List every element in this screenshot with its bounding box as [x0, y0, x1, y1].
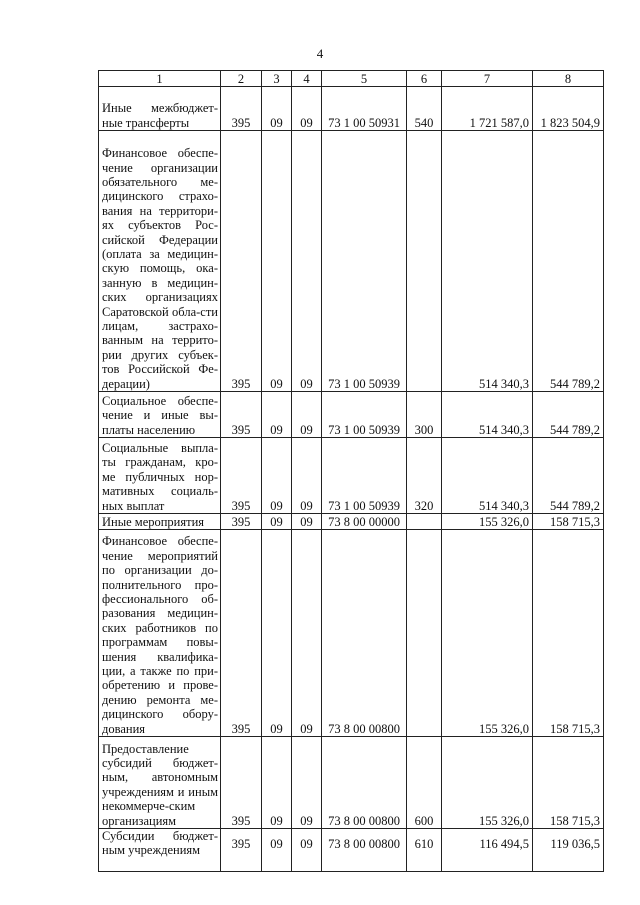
- amount-1: 155 326,0: [442, 737, 533, 829]
- code-rz: 09: [262, 829, 292, 872]
- code-gr: 395: [221, 87, 262, 131]
- code-vr: [407, 514, 442, 530]
- table-row: [99, 438, 604, 514]
- code-csr: 73 1 00 50939: [322, 392, 407, 438]
- amount-1: 116 494,5: [442, 829, 533, 872]
- code-rz: 09: [262, 131, 292, 392]
- table-row: [99, 131, 604, 392]
- code-gr: 395: [221, 829, 262, 872]
- amount-2: 158 715,3: [533, 530, 604, 737]
- header-cell: 8: [533, 71, 604, 87]
- item-name: Иные мероприятия: [99, 514, 221, 530]
- code-csr: 73 8 00 00800: [322, 829, 407, 872]
- page-number: 4: [316, 46, 324, 61]
- code-csr: 73 1 00 50939: [322, 131, 407, 392]
- amount-2: 158 715,3: [533, 737, 604, 829]
- code-rz: 09: [262, 87, 292, 131]
- amount-1: 155 326,0: [442, 514, 533, 530]
- code-gr: 395: [221, 438, 262, 514]
- table-row: [99, 737, 604, 829]
- budget-table: [98, 70, 604, 872]
- header-cell: 5: [322, 71, 407, 87]
- code-pr: 09: [292, 131, 322, 392]
- code-vr: 600: [407, 737, 442, 829]
- table-row: [99, 829, 604, 872]
- amount-1: 155 326,0: [442, 530, 533, 737]
- code-vr: 540: [407, 87, 442, 131]
- item-name: Социальное обеспе-чение и иные вы-платы населению: [99, 392, 221, 438]
- amount-1: 514 340,3: [442, 438, 533, 514]
- code-gr: 395: [221, 514, 262, 530]
- code-gr: 395: [221, 530, 262, 737]
- code-csr: 73 8 00 00000: [322, 514, 407, 530]
- header-cell: 1: [99, 71, 221, 87]
- code-rz: 09: [262, 392, 292, 438]
- amount-1: 514 340,3: [442, 392, 533, 438]
- code-vr: 320: [407, 438, 442, 514]
- amount-2: 544 789,2: [533, 438, 604, 514]
- code-csr: 73 1 00 50939: [322, 438, 407, 514]
- code-gr: 395: [221, 131, 262, 392]
- code-pr: 09: [292, 530, 322, 737]
- table-row: [99, 392, 604, 438]
- item-name: Социальные выпла-ты гражданам, кро-ме публичных нор-мативных социаль-ных выплат: [99, 438, 221, 514]
- header-cell: 7: [442, 71, 533, 87]
- header-cell: 2: [221, 71, 262, 87]
- item-name: Предоставление субсидий бюджет-ным, автономным учреждениям и иным некоммерче-ским организациям: [99, 737, 221, 829]
- header-cell: 6: [407, 71, 442, 87]
- amount-1: 1 721 587,0: [442, 87, 533, 131]
- table-header-row: [99, 71, 604, 87]
- item-name: Финансовое обеспе-чение мероприятий по организации до-полнительного про-фессионального об-разования медицин-ских работников по программам повы-шения квалифика-ции, а также по при-обретению и прове-дению ремонта ме-дицинского обору-дования: [99, 530, 221, 737]
- header-cell: 4: [292, 71, 322, 87]
- amount-2: 1 823 504,9: [533, 87, 604, 131]
- code-pr: 09: [292, 514, 322, 530]
- code-pr: 09: [292, 829, 322, 872]
- amount-2: 158 715,3: [533, 514, 604, 530]
- amount-2: 544 789,2: [533, 392, 604, 438]
- code-vr: [407, 530, 442, 737]
- code-rz: 09: [262, 737, 292, 829]
- item-name: Финансовое обеспе-чение организации обязательного ме-дицинского страхо-вания на территори-ях субъектов Рос-сийской Федерации (оплата за медицин-скую помощь, ока-занную в медицин-ских организациях Саратовской обла-сти лицам, застрахо-ванным на террито-рии других субъек-тов Российской Фе-дерации): [99, 131, 221, 392]
- table-row: [99, 514, 604, 530]
- code-vr: 300: [407, 392, 442, 438]
- code-gr: 395: [221, 737, 262, 829]
- code-pr: 09: [292, 392, 322, 438]
- amount-2: 544 789,2: [533, 131, 604, 392]
- code-pr: 09: [292, 438, 322, 514]
- code-vr: 610: [407, 829, 442, 872]
- code-rz: 09: [262, 438, 292, 514]
- code-rz: 09: [262, 514, 292, 530]
- code-csr: 73 8 00 00800: [322, 530, 407, 737]
- code-rz: 09: [262, 530, 292, 737]
- table-row: [99, 530, 604, 737]
- item-name: Иные межбюджет-ные трансферты: [99, 87, 221, 131]
- amount-1: 514 340,3: [442, 131, 533, 392]
- item-name: Субсидии бюджет-ным учреждениям: [99, 829, 221, 872]
- code-csr: 73 1 00 50931: [322, 87, 407, 131]
- code-pr: 09: [292, 87, 322, 131]
- code-vr: [407, 131, 442, 392]
- amount-2: 119 036,5: [533, 829, 604, 872]
- code-gr: 395: [221, 392, 262, 438]
- code-csr: 73 8 00 00800: [322, 737, 407, 829]
- header-cell: 3: [262, 71, 292, 87]
- table-row: [99, 87, 604, 131]
- code-pr: 09: [292, 737, 322, 829]
